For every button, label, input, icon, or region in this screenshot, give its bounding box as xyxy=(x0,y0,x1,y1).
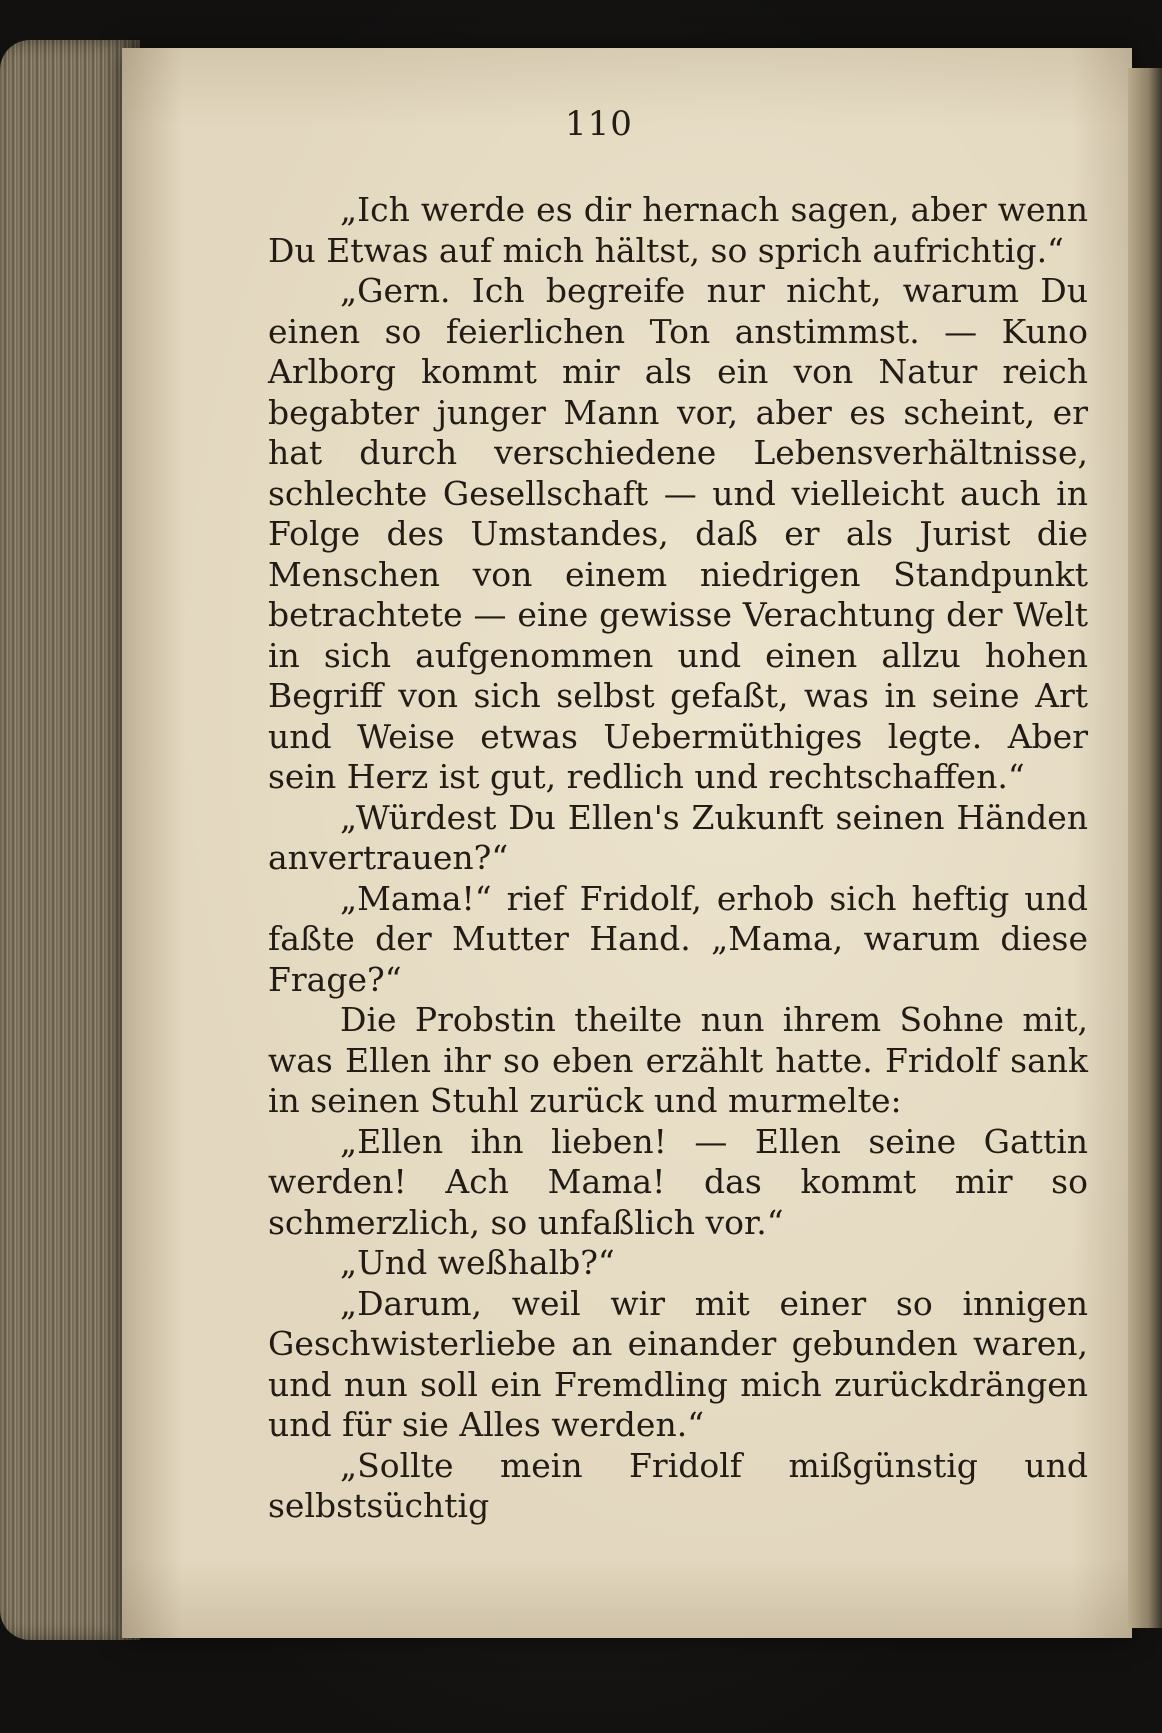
paragraph-1: „Ich werde es dir hernach sagen, aber wenn Du Etwas auf mich hältst, so sprich aufrichtig.“ xyxy=(268,190,1088,270)
body-text xyxy=(268,190,1088,1527)
paragraph-9: „Sollte mein Fridolf mißgünstig und selbstsüchtig xyxy=(268,1445,1088,1525)
paragraph-6: „Ellen ihn lieben! — Ellen seine Gattin werden! Ach Mama! das kommt mir so schmerzlich, so unfaßlich vor.“ xyxy=(268,1121,1088,1242)
paragraph-4: „Mama!“ rief Fridolf, erhob sich heftig und faßte der Mutter Hand. „Mama, warum diese Frage?“ xyxy=(268,878,1088,999)
page-number: 110 xyxy=(565,104,633,144)
page-right-edge xyxy=(1128,68,1162,1628)
paragraph-3: „Würdest Du Ellen's Zukunft seinen Händen anvertrauen?“ xyxy=(268,797,1088,877)
paragraph-7: „Und weßhalb?“ xyxy=(340,1243,615,1282)
paragraph-8: „Darum, weil wir mit einer so innigen Geschwisterliebe an einander gebunden waren, und nun soll ein Fremdling mich zurückdrängen und für sie Alles werden.“ xyxy=(268,1283,1088,1444)
page-stack-edge xyxy=(0,40,140,1640)
paragraph-2: „Gern. Ich begreife nur nicht, warum Du einen so feierlichen Ton anstimmst. — Kuno Arlborg kommt mir als ein von Natur reich begabter junger Mann vor, aber es scheint, er hat durch verschiedene Lebensverhältnisse, schlechte Gesellschaft — und vielleicht auch in Folge des Umstandes, daß er als Jurist die Menschen von einem niedrigen Standpunkt betrachtete — eine gewisse Verachtung der Welt in sich aufgenommen und einen allzu hohen Begriff von sich selbst gefaßt, was in seine Art und Weise etwas Uebermüthiges legte. Aber sein Herz ist gut, redlich und rechtschaffen.“ xyxy=(268,271,1088,796)
paragraph-5: Die Probstin theilte nun ihrem Sohne mit, was Ellen ihr so eben erzählt hatte. Fridolf sank in seinen Stuhl zurück und murmelte: xyxy=(268,1000,1088,1120)
